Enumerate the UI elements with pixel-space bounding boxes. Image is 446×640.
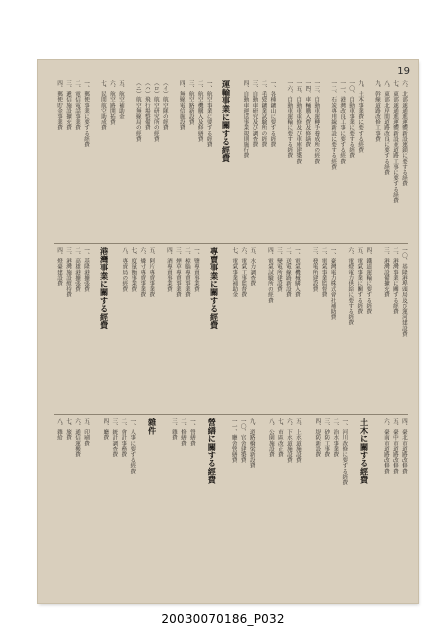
text-column bbox=[98, 80, 125, 240]
section-heading bbox=[147, 418, 159, 593]
text-line: 一、河川改修に要する經費 bbox=[341, 418, 348, 486]
text-column bbox=[328, 80, 364, 240]
text-line: 一二、石炭專用線新設に要する經費 bbox=[330, 80, 337, 170]
text-line: 一、電氣機械購入費 bbox=[293, 247, 300, 298]
text-line: 三、港灣設備擴充費 bbox=[382, 247, 389, 298]
text-column bbox=[310, 247, 337, 412]
text-line: 三、煙草專賣事業費 bbox=[174, 247, 181, 298]
text-line: 二、樟腦專賣事業費 bbox=[183, 247, 190, 298]
columns-middle bbox=[54, 247, 408, 412]
text-line: 三、航空路新設費 bbox=[187, 80, 194, 125]
text-line: 一、人事に要する經費 bbox=[129, 418, 136, 474]
text-line: 五、臺中市道路改修費 bbox=[391, 418, 398, 474]
text-column bbox=[100, 418, 136, 593]
text-line: 四、臺北市道路改修費 bbox=[400, 418, 407, 474]
text-column bbox=[54, 418, 90, 593]
text-band-middle bbox=[54, 247, 408, 412]
text-line: 一三、自動車運轉手養成所の經費 bbox=[313, 80, 320, 164]
text-line: 一〇、官舍建築費 bbox=[239, 418, 246, 463]
text-line: 八、雜給 bbox=[56, 418, 62, 441]
heading-text: 土木に關する經費 bbox=[359, 418, 370, 484]
text-line: 一〇、自動車事業に要する經費 bbox=[348, 80, 355, 159]
text-line: 七、市區改正費 bbox=[276, 418, 283, 458]
text-line: 三、統計調查費 bbox=[111, 418, 118, 458]
image-caption: 20030070186_P032 bbox=[161, 612, 285, 626]
text-line: 四、自動車運送事業規則施行費 bbox=[242, 80, 249, 159]
columns-top bbox=[54, 80, 408, 240]
text-line: 一、臺灣電力株式會社補助費 bbox=[329, 247, 336, 320]
text-line: 二、會計事務費 bbox=[120, 418, 127, 458]
text-column bbox=[229, 247, 256, 412]
text-band-bottom bbox=[54, 418, 408, 593]
text-line: 三、港灣施設維持費 bbox=[65, 247, 71, 298]
text-line: 二、電信電話事業費 bbox=[74, 80, 80, 131]
text-column bbox=[133, 80, 169, 240]
heading-text: 雜件 bbox=[147, 418, 158, 435]
text-line: 二、修繕費 bbox=[179, 418, 186, 446]
text-line: （ロ）航空研究所の經費 bbox=[152, 80, 159, 142]
text-line: 一、營繕費 bbox=[188, 418, 195, 446]
text-column bbox=[284, 80, 320, 240]
heading-text: 專賣事業に關する經費 bbox=[209, 247, 220, 329]
text-line: 二、港灣事業に關する經費 bbox=[391, 247, 398, 315]
text-column bbox=[164, 247, 200, 412]
text-column bbox=[381, 418, 408, 593]
text-line: 五、印刷費 bbox=[83, 418, 89, 446]
text-line: 一、航空事業に要する經費 bbox=[205, 80, 212, 148]
columns-bottom bbox=[54, 418, 408, 593]
text-column bbox=[119, 247, 155, 412]
text-column bbox=[54, 247, 90, 412]
text-line: 七、旅費 bbox=[65, 418, 71, 441]
text-column bbox=[177, 80, 213, 240]
text-line: 一、鹽專賣事業費 bbox=[192, 247, 199, 292]
section-heading bbox=[99, 247, 111, 412]
text-line: 三、自動車研究及び調查費 bbox=[251, 80, 258, 148]
text-line: （イ）航空隊の經費 bbox=[161, 80, 168, 131]
section-heading bbox=[206, 418, 218, 593]
text-line: 七、度量衡事業費 bbox=[130, 247, 137, 292]
text-line: 三、雜費 bbox=[170, 418, 177, 441]
text-line: （ニ）航空無線局の經費 bbox=[134, 80, 141, 142]
text-line: 一〇、基隆港埠頭局及び運河建設費 bbox=[400, 247, 407, 337]
text-line: 七、民間航空助成費 bbox=[99, 80, 106, 131]
heading-text: 港灣事業に關する經費 bbox=[99, 247, 110, 329]
text-line: 一、郵便事業に要する經費 bbox=[83, 80, 89, 148]
text-line: 七、東部遂通進運體新設並道路工事に要する経費 bbox=[392, 80, 398, 204]
text-line: 六、電氣工事監督費 bbox=[240, 247, 247, 298]
text-line: 五、航空補助金 bbox=[117, 80, 124, 120]
text-line: 五、電氣事業に關する經費 bbox=[356, 247, 363, 315]
text-line: 二、高雄港擴張費 bbox=[74, 247, 80, 292]
text-column bbox=[381, 247, 408, 412]
text-line: 一一、廳舍營繕費 bbox=[230, 418, 237, 463]
heading-text: 運輸事業に關する經費 bbox=[221, 80, 232, 162]
text-line: 四、無線電信施設費 bbox=[178, 80, 185, 131]
text-line: 二、送電線路新設費 bbox=[284, 247, 291, 298]
section-heading bbox=[221, 80, 233, 240]
text-line: 六、下水道施設費 bbox=[285, 418, 292, 463]
section-heading bbox=[359, 418, 371, 593]
text-column bbox=[54, 80, 90, 240]
text-line: 一、基隆港擴張費 bbox=[83, 247, 89, 292]
text-line: 八、公園施設費 bbox=[267, 418, 274, 458]
text-line: 三、遞信施設擴充費 bbox=[65, 80, 71, 131]
text-line: 六、臺南市道路改修費 bbox=[382, 418, 389, 474]
text-column bbox=[229, 418, 256, 593]
text-line: 六、航空路開拓費 bbox=[108, 80, 115, 125]
page-number: 19 bbox=[397, 66, 410, 77]
text-line: 三、變電所建設費 bbox=[275, 247, 282, 292]
divider-bottom bbox=[54, 414, 408, 415]
text-column bbox=[169, 418, 196, 593]
text-line: 二、航空機購入及修繕費 bbox=[196, 80, 203, 142]
divider-top bbox=[54, 243, 408, 244]
text-line: 二、治水事業費 bbox=[332, 418, 339, 458]
text-line: 四、郵便貯金事業費 bbox=[56, 80, 62, 131]
text-line: 二、毛髪鑛業試驗所の經費 bbox=[260, 80, 267, 148]
text-line: 一五、自動車重修及び車庫建築費 bbox=[295, 80, 302, 164]
text-column bbox=[372, 80, 408, 240]
text-line: 一、各種鑛山に要する經費 bbox=[269, 80, 276, 148]
text-band-top bbox=[54, 80, 408, 240]
text-line: 三、砂防工事費 bbox=[323, 418, 330, 458]
text-line: 五、水力調查費 bbox=[249, 247, 256, 287]
text-line: 一四、車輛購入費及修繕費 bbox=[304, 80, 311, 148]
heading-text: 營繕に關する經費 bbox=[207, 418, 218, 484]
text-line: 六、電燈電力供給に要する經費 bbox=[347, 247, 354, 326]
text-column bbox=[345, 247, 372, 412]
text-column bbox=[266, 418, 302, 593]
text-line: 七、電氣事業補助金 bbox=[231, 247, 238, 298]
text-line: 八、東部北岸間道路改良に要する経費 bbox=[383, 80, 389, 176]
text-line: 八、專賣局の經費 bbox=[121, 247, 128, 292]
text-line: 四、堤防新設費 bbox=[314, 418, 321, 458]
text-column bbox=[240, 80, 276, 240]
text-line: 四、廳費 bbox=[102, 418, 109, 441]
text-line: 四、電氣試驗所の經費 bbox=[266, 247, 273, 303]
text-line: 六、燐寸專賣事業費 bbox=[139, 247, 146, 298]
text-line: 九、土木事業費に要する經費 bbox=[357, 80, 364, 153]
text-line: 四、鐵道運輸に要する經費 bbox=[365, 247, 372, 315]
text-line: 九、幹線道路改修工事費 bbox=[374, 80, 380, 142]
text-column bbox=[265, 247, 301, 412]
text-line: 六、通信運搬費 bbox=[74, 418, 80, 458]
text-line: 一一、港灣改良工事に要する經費 bbox=[339, 80, 346, 164]
text-line: 三、發電所建設費 bbox=[311, 247, 318, 292]
document-page bbox=[38, 60, 418, 603]
section-heading bbox=[209, 247, 221, 412]
text-line: 四、燈臺建設費 bbox=[56, 247, 62, 287]
text-line: 四、酒專賣事業費 bbox=[165, 247, 172, 292]
text-line: （ハ）飛行場整備費 bbox=[143, 80, 150, 131]
text-line: 六、北部遂通進運體新設連鎖に要する経費 bbox=[401, 80, 407, 187]
text-line: 五、阿片專賣事業費 bbox=[148, 247, 155, 298]
text-line: 九、道路橋梁新設費 bbox=[248, 418, 255, 469]
text-line: 五、上水道施設費 bbox=[294, 418, 301, 463]
text-line: 二、電氣事業監督費 bbox=[320, 247, 327, 298]
text-line: 一六、自動車運輸に要する經費 bbox=[286, 80, 293, 159]
text-column bbox=[312, 418, 348, 593]
